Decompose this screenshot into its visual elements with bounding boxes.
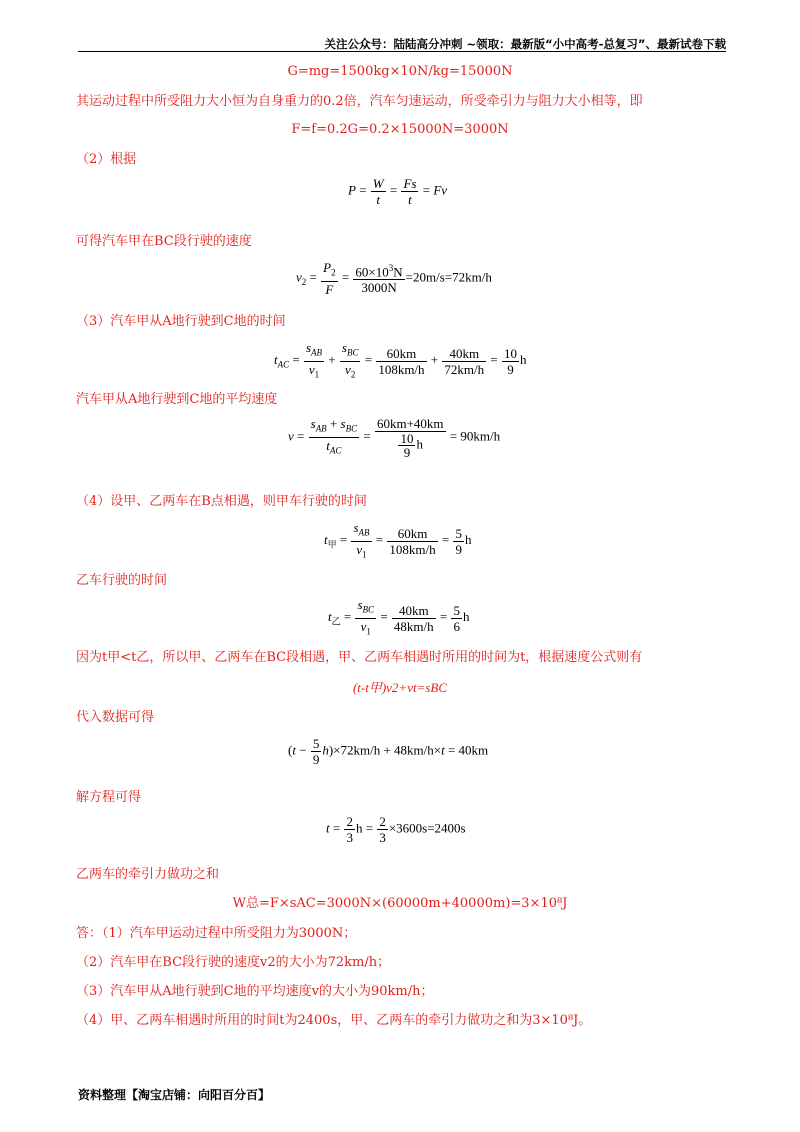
text-line-resistance: 其运动过程中所受阻力大小恒为自身重力的0.2倍，汽车匀速运动，所受牵引力与阻力大小相等，即 xyxy=(76,94,643,109)
text-line-meet-b: （4）设甲、乙两车在B点相遇，则甲车行驶的时间 xyxy=(76,494,367,509)
answer-line-1: 答：（1）汽车甲运动过程中所受阻力为3000N； xyxy=(76,926,357,941)
page-footer: 资料整理【淘宝店铺：向阳百分百】 xyxy=(78,1088,271,1102)
equation-average-speed: v = $\frac{s_{AB} + s_{BC}}{t_{AC}}$ = 60km+40km $\frac{10}{9}$ h = 90km/h xyxy=(288,416,501,460)
text-line-total-work: 乙两车的牵引力做功之和 xyxy=(76,867,220,882)
text-line-substitute: 代入数据可得 xyxy=(76,710,155,725)
text-line-ac-time: （3）汽车甲从A地行驶到C地的时间 xyxy=(76,314,286,329)
equation-weight: G=mg=1500kg×10N/kg=15000N xyxy=(287,64,513,79)
equation-solution-time: t = $\frac{2}{3}$ h = $\frac{2}{3}$ ×3600s=2400s xyxy=(326,814,466,845)
text-line-meet-bc: 因为t甲<t乙，所以甲、乙两车在BC段相遇，甲、乙两车相遇时所用的时间为t，根据速度公式则有 xyxy=(76,650,643,665)
answer-line-3: （3）汽车甲从A地行驶到C地的平均速度v的大小为90km/h； xyxy=(76,984,434,999)
equation-total-work: W总=F×sAC=3000N×(60000m+40000m)=3×10⁸J xyxy=(232,896,568,911)
page-header: 关注公众号：陆陆高分冲刺 ~领取：最新版“小中高考-总复习”、最新试卷下载 xyxy=(324,37,726,51)
equation-time-car-jia: $t_甲$ = $\frac{s_{AB}}{v_1}$ = $\frac{60km}{108km/h}$ = $\frac{5}{9}$ h xyxy=(324,520,472,560)
text-line-solve: 解方程可得 xyxy=(76,790,142,805)
equation-traction-force: F=f=0.2G=0.2×15000N=3000N xyxy=(291,122,509,137)
answer-line-2: （2）汽车甲在BC段行驶的速度v2的大小为72km/h； xyxy=(76,955,391,970)
equation-time-car-yi: $t_乙$ = $\frac{s_{BC}}{v_1}$ = $\frac{40km}{48km/h}$ = $\frac{5}{6}$ h xyxy=(328,597,470,637)
text-line-average-speed: 汽车甲从A地行驶到C地的平均速度 xyxy=(76,392,278,407)
text-line-car-yi-time: 乙车行驶的时间 xyxy=(76,573,168,588)
answer-line-4: （4）甲、乙两车相遇时所用的时间t为2400s，甲、乙两车的牵引力做功之和为3×10⁸J。 xyxy=(76,1013,592,1028)
equation-substituted: (t − $\frac{5}{9}$ h)×72km/h + 48km/h×t = 40km xyxy=(288,736,489,767)
equation-speed-relation: (t-t甲)v2+vt=sBC xyxy=(352,680,448,695)
equation-ac-time: $t_{AC}$ = $\frac{s_{AB}}{v_1}$ + $\frac{s_{BC}}{v_2}$ = $\frac{60km}{108km/h}$ + $\frac{40km}{72km/h}$ = $\frac{10}{9}$ h xyxy=(274,340,527,380)
text-line-according: （2）根据 xyxy=(76,152,137,167)
text-line-bc-speed: 可得汽车甲在BC段行驶的速度 xyxy=(76,234,252,249)
header-divider xyxy=(78,51,726,52)
equation-power: P = $\frac{W}{t}$ = $\frac{Fs}{t}$ = Fv xyxy=(348,176,448,207)
equation-bc-speed: $v_2$ = $\frac{P_2}{F}$ = $\frac{60\times 10^3N}{3000N}$ =20m/s=72km/h xyxy=(296,260,492,297)
